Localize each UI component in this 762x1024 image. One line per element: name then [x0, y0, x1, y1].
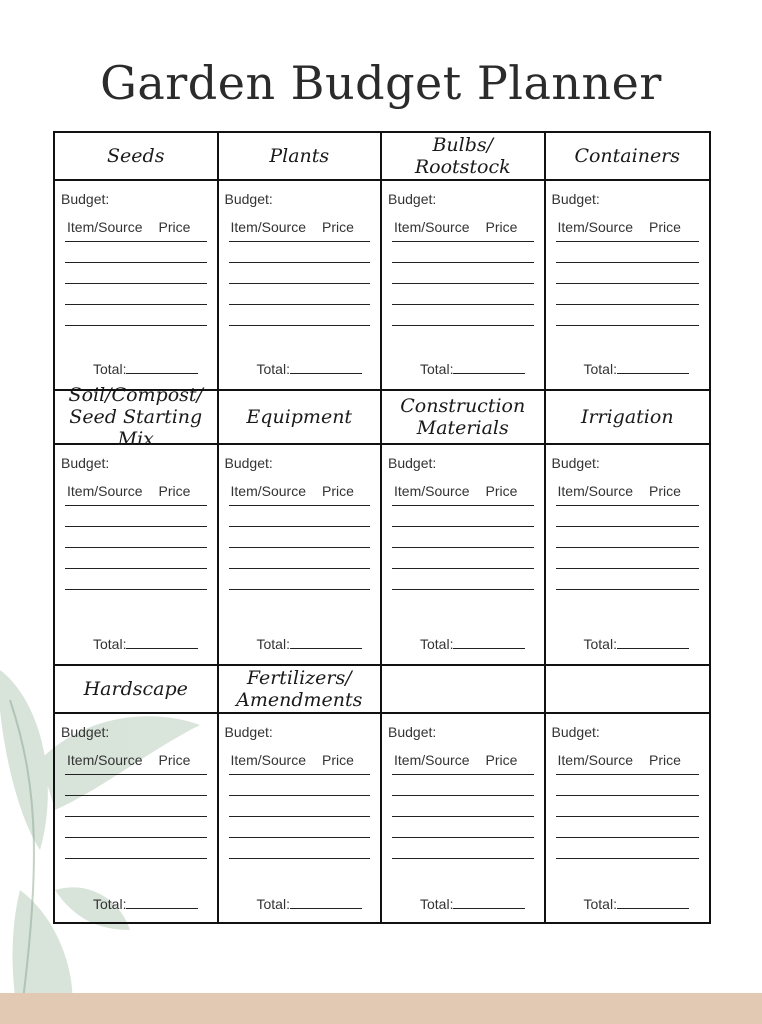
entry-line[interactable] [556, 774, 700, 775]
budget-label: Budget: [61, 191, 110, 207]
total-field[interactable] [93, 896, 198, 912]
entry-line[interactable] [65, 795, 207, 796]
header-blank-3 [382, 666, 546, 714]
budget-cell-soil-compost[interactable] [55, 445, 219, 666]
entry-line[interactable] [556, 262, 700, 263]
entry-line[interactable] [392, 304, 534, 305]
budget-cell-plants[interactable] [219, 181, 383, 391]
price-label: Price [158, 483, 191, 499]
entry-line[interactable] [556, 547, 700, 548]
entry-line[interactable] [392, 795, 534, 796]
entry-line[interactable] [556, 568, 700, 569]
item-source-label: Item/Source [230, 752, 306, 768]
item-source-label: Item/Source [557, 483, 633, 499]
item-source-label: Item/Source [394, 219, 470, 235]
total-label: Total: [93, 896, 127, 912]
entry-line[interactable] [392, 547, 534, 548]
price-label: Price [648, 752, 681, 768]
total-blank[interactable] [290, 896, 362, 909]
header-hardscape: Hardscape [55, 666, 219, 714]
header-soil-compost: Soil/Compost/ Seed Starting Mix [55, 391, 219, 445]
header-seeds: Seeds [55, 133, 219, 181]
header-equipment: Equipment [219, 391, 383, 445]
total-label: Total: [583, 896, 617, 912]
column-headers [388, 219, 538, 235]
budget-cell-seeds[interactable] [55, 181, 219, 391]
item-source-label: Item/Source [557, 752, 633, 768]
budget-label: Budget: [388, 455, 437, 471]
total-label: Total: [93, 636, 127, 652]
column-headers [552, 752, 704, 768]
entry-line[interactable] [65, 568, 207, 569]
budget-cell-fertilizers-amendments[interactable] [219, 714, 383, 924]
header-fertilizers-amendments: Fertilizers/ Amendments [219, 666, 383, 714]
header-irrigation: Irrigation [546, 391, 710, 445]
price-label: Price [321, 752, 354, 768]
entry-line[interactable] [556, 241, 700, 242]
page-title: Garden Budget Planner [100, 56, 662, 110]
entry-line[interactable] [229, 325, 371, 326]
entry-line[interactable] [392, 774, 534, 775]
entry-line[interactable] [556, 526, 700, 527]
entry-line[interactable] [65, 262, 207, 263]
entry-line[interactable] [65, 526, 207, 527]
header-containers: Containers [546, 133, 710, 181]
item-source-label: Item/Source [230, 219, 306, 235]
total-label: Total: [256, 896, 290, 912]
budget-label: Budget: [224, 455, 273, 471]
total-label: Total: [420, 636, 454, 652]
entry-line[interactable] [229, 241, 371, 242]
budget-cell-containers[interactable] [546, 181, 710, 391]
entry-line[interactable] [392, 589, 534, 590]
column-headers [388, 752, 538, 768]
budget-label: Budget: [224, 724, 273, 740]
budget-label: Budget: [551, 724, 600, 740]
entry-line[interactable] [556, 283, 700, 284]
entry-line[interactable] [65, 241, 207, 242]
column-headers [225, 752, 375, 768]
entry-line[interactable] [65, 505, 207, 506]
total-label: Total: [93, 361, 127, 377]
total-field[interactable] [93, 636, 198, 652]
price-label: Price [648, 483, 681, 499]
budget-cell-equipment[interactable] [219, 445, 383, 666]
total-field[interactable] [420, 896, 525, 912]
entry-line[interactable] [65, 837, 207, 838]
total-blank[interactable] [126, 361, 198, 374]
entry-line[interactable] [65, 325, 207, 326]
total-blank[interactable] [126, 896, 198, 909]
total-label: Total: [420, 361, 454, 377]
total-blank[interactable] [453, 896, 525, 909]
entry-line[interactable] [65, 547, 207, 548]
entry-line[interactable] [65, 858, 207, 859]
total-blank[interactable] [617, 896, 689, 909]
price-label: Price [485, 483, 518, 499]
entry-line[interactable] [65, 774, 207, 775]
entry-line[interactable] [392, 526, 534, 527]
item-source-label: Item/Source [557, 219, 633, 235]
entry-line[interactable] [229, 304, 371, 305]
budget-label: Budget: [224, 191, 273, 207]
total-label: Total: [583, 361, 617, 377]
budget-table [53, 131, 711, 924]
column-headers [61, 219, 211, 235]
total-field[interactable] [584, 636, 689, 652]
header-blank-4 [546, 666, 710, 714]
entry-line[interactable] [229, 795, 371, 796]
column-headers [552, 483, 704, 499]
entry-line[interactable] [392, 837, 534, 838]
price-label: Price [158, 219, 191, 235]
entry-line[interactable] [229, 837, 371, 838]
column-headers [552, 219, 704, 235]
column-headers [61, 483, 211, 499]
entry-line[interactable] [229, 526, 371, 527]
total-blank[interactable] [126, 636, 198, 649]
total-field[interactable] [584, 896, 689, 912]
total-blank[interactable] [453, 361, 525, 374]
entry-line[interactable] [229, 262, 371, 263]
entry-line[interactable] [556, 816, 700, 817]
budget-label: Budget: [388, 191, 437, 207]
header-construction-materials: Construction Materials [382, 391, 546, 445]
total-field[interactable] [93, 361, 198, 377]
column-headers [225, 483, 375, 499]
entry-line[interactable] [229, 568, 371, 569]
total-blank[interactable] [290, 361, 362, 374]
budget-label: Budget: [551, 455, 600, 471]
total-field[interactable] [257, 636, 362, 652]
total-field[interactable] [584, 361, 689, 377]
entry-line[interactable] [229, 547, 371, 548]
budget-label: Budget: [61, 724, 110, 740]
entry-line[interactable] [392, 283, 534, 284]
budget-cell-hardscape[interactable] [55, 714, 219, 924]
budget-cell-blank-3[interactable] [382, 714, 546, 924]
price-label: Price [158, 752, 191, 768]
budget-cell-irrigation[interactable] [546, 445, 710, 666]
budget-cell-bulbs-rootstock[interactable] [382, 181, 546, 391]
item-source-label: Item/Source [394, 752, 470, 768]
total-label: Total: [256, 636, 290, 652]
budget-cell-construction-materials[interactable] [382, 445, 546, 666]
total-blank[interactable] [453, 636, 525, 649]
entry-line[interactable] [229, 774, 371, 775]
entry-line[interactable] [392, 505, 534, 506]
entry-line[interactable] [65, 283, 207, 284]
item-source-label: Item/Source [394, 483, 470, 499]
entry-line[interactable] [556, 589, 700, 590]
total-field[interactable] [420, 361, 525, 377]
total-field[interactable] [420, 636, 525, 652]
budget-cell-blank-4[interactable] [546, 714, 710, 924]
total-label: Total: [583, 636, 617, 652]
column-headers [388, 483, 538, 499]
total-label: Total: [256, 361, 290, 377]
price-label: Price [321, 483, 354, 499]
budget-label: Budget: [551, 191, 600, 207]
budget-label: Budget: [388, 724, 437, 740]
price-label: Price [648, 219, 681, 235]
entry-line[interactable] [229, 283, 371, 284]
total-blank[interactable] [290, 636, 362, 649]
entry-line[interactable] [556, 304, 700, 305]
entry-line[interactable] [392, 568, 534, 569]
entry-line[interactable] [556, 325, 700, 326]
entry-line[interactable] [392, 241, 534, 242]
total-label: Total: [420, 896, 454, 912]
item-source-label: Item/Source [67, 752, 143, 768]
price-label: Price [321, 219, 354, 235]
budget-label: Budget: [61, 455, 110, 471]
entry-line[interactable] [392, 858, 534, 859]
entry-line[interactable] [556, 505, 700, 506]
total-blank[interactable] [617, 361, 689, 374]
entry-line[interactable] [556, 858, 700, 859]
price-label: Price [485, 219, 518, 235]
entry-line[interactable] [229, 505, 371, 506]
header-bulbs-rootstock: Bulbs/ Rootstock [382, 133, 546, 181]
item-source-label: Item/Source [67, 483, 143, 499]
entry-line[interactable] [229, 858, 371, 859]
entry-line[interactable] [556, 837, 700, 838]
entry-line[interactable] [229, 816, 371, 817]
column-headers [225, 219, 375, 235]
footer-band [0, 993, 762, 1024]
column-headers [61, 752, 211, 768]
price-label: Price [485, 752, 518, 768]
header-plants: Plants [219, 133, 383, 181]
entry-line[interactable] [65, 816, 207, 817]
total-field[interactable] [257, 896, 362, 912]
entry-line[interactable] [556, 795, 700, 796]
total-blank[interactable] [617, 636, 689, 649]
item-source-label: Item/Source [67, 219, 143, 235]
entry-line[interactable] [65, 589, 207, 590]
entry-line[interactable] [392, 325, 534, 326]
entry-line[interactable] [229, 589, 371, 590]
entry-line[interactable] [392, 262, 534, 263]
item-source-label: Item/Source [230, 483, 306, 499]
entry-line[interactable] [392, 816, 534, 817]
total-field[interactable] [257, 361, 362, 377]
entry-line[interactable] [65, 304, 207, 305]
